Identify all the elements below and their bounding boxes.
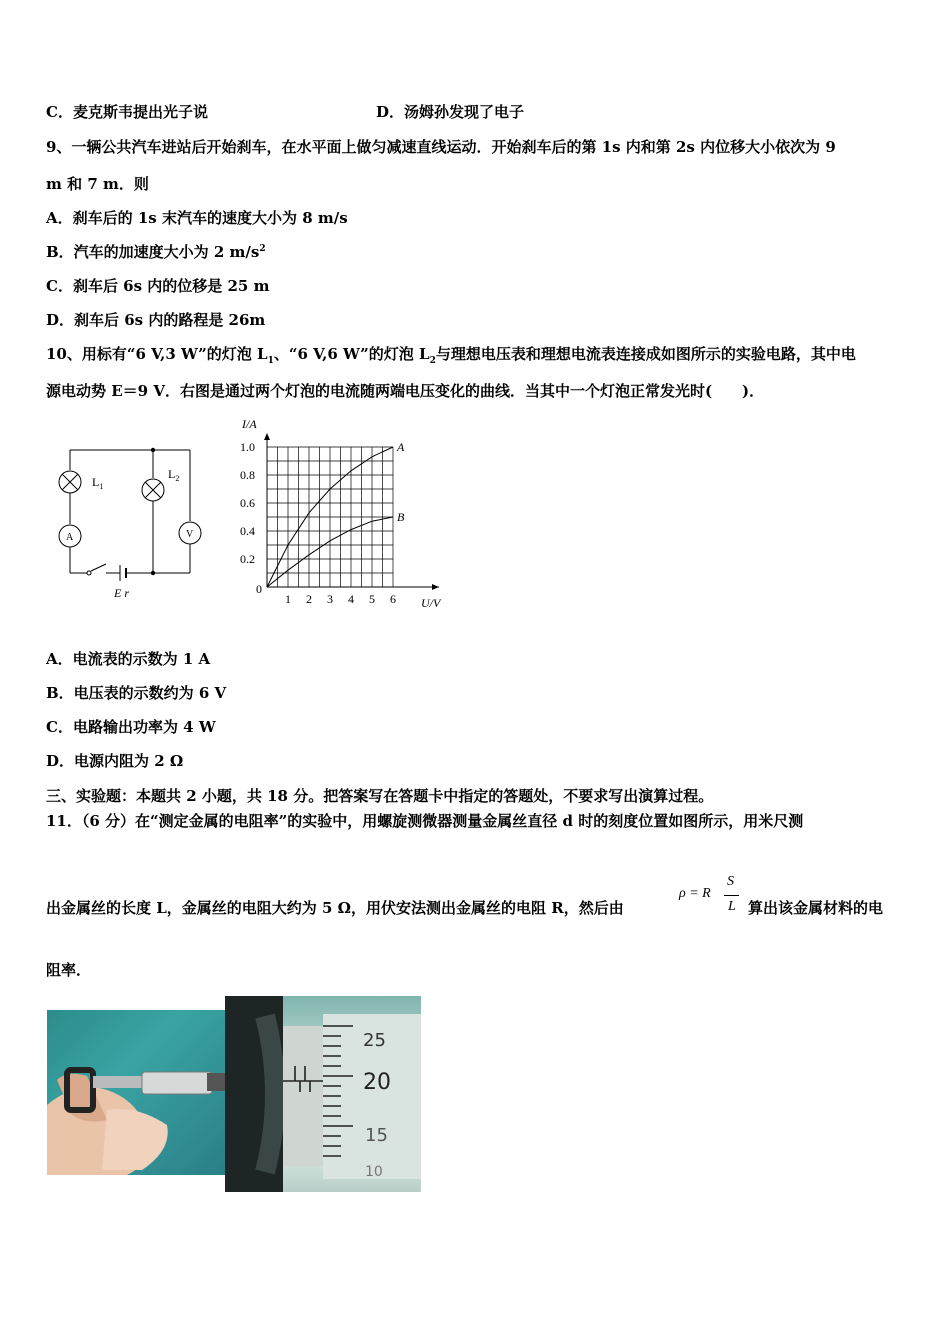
- scale-mark-25: 25: [363, 1030, 386, 1051]
- y-tick-label: 0.4: [240, 524, 255, 538]
- q9-option-c: C．刹车后 6s 内的位移是 25 m: [46, 277, 270, 295]
- x-tick-label: 5: [369, 592, 375, 606]
- q10-stem-line2: 源电动势 E＝9 V．右图是通过两个灯泡的电流随两端电压变化的曲线．当其中一个灯泡正常发光时( )．: [46, 382, 765, 400]
- thumb-shape: [102, 1109, 168, 1170]
- q9-stem-line1: 9、一辆公共汽车进站后开始刹车，在水平面上做匀减速直线运动．开始刹车后的第 1s 内和第 2s 内位移大小依次为 9: [46, 138, 836, 156]
- y-axis-label: I/A: [242, 417, 257, 431]
- x-tick-label: 1: [285, 592, 291, 606]
- scale-mark-15: 15: [365, 1125, 388, 1146]
- emf-label: E r: [114, 586, 129, 600]
- formula-fraction-bar: [724, 895, 739, 896]
- y-tick-label: 0.2: [240, 552, 255, 566]
- q9-stem-line2: m 和 7 m．则: [46, 175, 149, 193]
- circuit-diagram: [50, 440, 220, 605]
- hand-illustration: [47, 1010, 225, 1175]
- curve-label-B: B: [397, 510, 405, 524]
- iu-chart: [236, 412, 450, 608]
- q10-option-c: C．电路输出功率为 4 W: [46, 718, 216, 736]
- resistivity-formula-den: L: [728, 899, 736, 914]
- q10-stem-line1: [46, 344, 856, 371]
- q10-stem-part-b: 、“6 V,6 W”的灯泡 L: [273, 345, 430, 363]
- micrometer-thimble: [142, 1072, 212, 1094]
- q10-stem-part-a: 10、用标有“6 V,3 W”的灯泡 L: [46, 345, 268, 363]
- y-tick-label: 0.8: [240, 468, 255, 482]
- x-axis-arrow: [432, 584, 439, 590]
- sleeve: [283, 1026, 323, 1166]
- ammeter-label: A: [66, 532, 74, 543]
- scale-mark-10: 10: [365, 1164, 383, 1180]
- micrometer-photo-scale: [225, 996, 421, 1192]
- micrometer-ratchet: [207, 1073, 225, 1091]
- scale-mark-20: 20: [363, 1070, 391, 1095]
- x-tick-label: 3: [327, 592, 333, 606]
- circuit-l2-label: $L_2$: [168, 467, 180, 483]
- q9-option-b: [46, 242, 266, 262]
- q10-option-a: A．电流表的示数为 1 A: [46, 650, 211, 668]
- x-tick-label: 2: [306, 592, 312, 606]
- q10-option-d: D．电源内阻为 2 Ω: [46, 752, 184, 770]
- origin-label: 0: [256, 582, 262, 596]
- x-axis-label: U/V: [421, 596, 441, 608]
- resistivity-formula-lhs: ρ = R: [679, 886, 711, 901]
- circuit-l1-label: $L_1$: [92, 475, 104, 491]
- chart-axes: [264, 433, 439, 590]
- y-tick-label: 1.0: [240, 440, 255, 454]
- q10-option-b: B．电压表的示数约为 6 V: [46, 684, 227, 702]
- chart-grid: [267, 447, 393, 587]
- curve-label-A: A: [397, 440, 405, 454]
- y-axis-arrow: [264, 433, 270, 440]
- voltmeter-label: V: [186, 529, 194, 540]
- q8-option-d: D．汤姆孙发现了电子: [376, 103, 525, 121]
- q8-option-c: C．麦克斯韦提出光子说: [46, 103, 208, 121]
- q9-option-d: D．刹车后 6s 内的路程是 26m: [46, 311, 266, 329]
- q10-stem-part-c: 与理想电压表和理想电流表连接成如图所示的实验电路，其中电: [435, 345, 856, 363]
- x-tick-label: 6: [390, 592, 396, 606]
- q9-option-a: A．刹车后的 1s 末汽车的速度大小为 8 m/s: [46, 209, 348, 227]
- q11-stem-line1: 11．（6 分）在“测定金属的电阻率”的实验中，用螺旋测微器测量金属丝直径 d 时的刻度位置如图所示，用米尺测: [46, 812, 804, 830]
- q10-sub-2: 2: [429, 356, 436, 366]
- q11-stem-line3: 阻率．: [46, 961, 92, 979]
- q11-stem-line2b: 算出该金属材料的电: [748, 899, 884, 917]
- y-tick-label: 0.6: [240, 496, 255, 510]
- micrometer-scale-illustration: [225, 996, 421, 1192]
- q11-stem-line2: 出金属丝的长度 L，金属丝的电阻大约为 5 Ω，用伏安法测出金属丝的电阻 R，然后由: [46, 899, 624, 917]
- q10-sub-1: 1: [267, 356, 274, 366]
- x-tick-label: 4: [348, 592, 354, 606]
- q9-option-b-sup: 2: [259, 244, 266, 254]
- section3-heading: 三、实验题：本题共 2 小题，共 18 分。把答案写在答题卡中指定的答题处，不要求写出演算过程。: [46, 787, 714, 805]
- micrometer-photo-hand: [47, 1010, 225, 1175]
- q9-option-b-text: B．汽车的加速度大小为 2 m/s: [46, 243, 260, 261]
- resistivity-formula-num: S: [727, 874, 734, 889]
